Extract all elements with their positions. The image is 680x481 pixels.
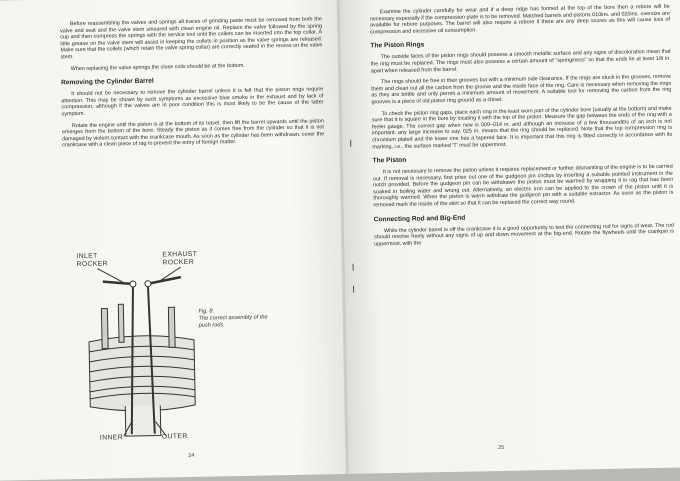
pushrod-assembly-figure xyxy=(62,244,226,447)
heading-the-piston: The Piston xyxy=(372,156,407,165)
right-page xyxy=(339,0,680,474)
margin-mark xyxy=(350,140,351,147)
page-number-right: 25 xyxy=(498,444,505,452)
label-inlet-rocker: INLET ROCKER xyxy=(76,252,109,269)
figure-number: Fig. 8. xyxy=(198,308,215,315)
paragraph-piston-removal: It is not necessary to remove the piston unless it requires replacement or further dismantling of the engine is to be carried out. If removal is necessary, first prise out one of the gudgeon pin circlips by inserting a suitable pointed instrument in the notch provided. Before the gudgeon pin can be withdrawn the piston must be warmed by wrapping it in rag that has been soaked in boiling water and wrung out. Alternatively, an electric iron can be applied to the crown of the piston until it is thoroughly warmed. When the piston is warm withdraw the gudgeon pin with a suitable extractor. As soon as the piston is removed mark the inside of the skirt so that it can be replaced the correct way round. xyxy=(372,163,674,209)
paragraph-valve-reassembly: Before reassembling the valves and springs all traces of grinding paste must be removed from both the valve and seat and the valve stem smeared with clean engine oil. Replace the valve followed by the spring cup and then compress the springs with the service tool until the collets can be inserted into the top collar. A little grease on the valve stem will assist in keeping the collets in position as the valve springs are released. Make sure that the collets (which retain the valve spring collar) are correctly seated in the recess on the valve stem. xyxy=(59,16,323,61)
paragraph-valve-springs: When replacing the valve springs the close coils should be at the bottom. xyxy=(70,62,245,72)
label-inner: INNER xyxy=(99,434,124,442)
pushrod-illustration xyxy=(62,244,226,447)
paragraph-ring-gaps: To check the piston ring gaps, place each ring in the least worn part of the cylinder bore (usually at the bottom) and make sure that it is square in the bore by locating it with the top of the piston. Measure the gap between the ends of the ring with a feeler gauge. The correct gap when new is 009–014 in. and although an increase of a few thousandths of an inch is not important, any large increase to say, 025 in. means that the ring should be replaced. Note that the top compression ring is chromium plated and the lower one has a tapered face. It is important that this ring is fitted correctly in accordance with its marking, i.e., the surface marked 'T' must be uppermost. xyxy=(371,105,673,150)
page-number-left: 24 xyxy=(188,452,195,459)
figure-caption xyxy=(198,307,270,329)
margin-mark xyxy=(353,264,354,271)
paragraph-connecting-rod: While the cylinder barrel is off the crankcase it is a good opportunity to test the connecting rod for signs of wear. The rod should revolve freely without any signs of up and down movement at the big-end. Rotate the flywheels until the crankpin is uppermost, with the xyxy=(374,222,675,248)
paragraph-ring-surface: The outside faces of the piston rings should possess a smooth metallic surface and any signs of discoloration mean that the ring must be replaced. The rings must also possess a certain amount of "springiness" so that the ends lie at least 1/8 in. apart when released from the barrel. xyxy=(370,49,671,74)
paragraph-ring-grooves: The rings should be free in their grooves but with a minimum side clearance. If the rings are stuck in the grooves, remove them and clean out all the carbon from the groove and the inside face of the ring. Care is necessary when removing the rings as they are brittle and only permit a minimum amount of movement. A suitable tool for removing the carbon from the ring grooves is a piece of old piston ring ground as a chisel. xyxy=(371,73,672,106)
paragraph-barrel-removal-steps: Rotate the engine until the piston is at the bottom of its travel, then lift the barrel upwards until the piston emerges from the bottom of the bore. Steady the piston as it comes free from the cylinder so that it is not damaged by violent contact with the crankcase mouth. As soon as the cylinder has been withdrawn, cover the crankcase with a clean piece of rag to prevent the entry of foreign matter. xyxy=(61,117,325,149)
figure-caption-text: The correct assembly of the push rods. xyxy=(198,314,268,329)
margin-mark xyxy=(353,286,354,293)
paragraph-barrel-removal-reason: It should not be necessary to remove the cylinder barrel unless it is felt that the piston rings require attention. This may be shown by such symptoms as excessive blue smoke in the exhaust and by lack of compression, although if the valves are in poor condition this is most likely to be the cause of the latter symptom. xyxy=(61,86,324,118)
paragraph-cylinder-examination: Examine the cylinder carefully for wear and if a deep ridge has formed at the top of the bore then a rebore will be necessary especially if the compression plate is to be removed. Matched barrels and pistons 010ins. and 020ins. oversize are available for rebore purposes. The barrel will also require a rebore if there are any deep scores as this will cause loss of compression and excessive oil consumption. xyxy=(369,3,671,36)
heading-piston-rings: The Piston Rings xyxy=(370,41,425,50)
label-exhaust-rocker: EXHAUST ROCKER xyxy=(162,250,198,267)
heading-removing-cylinder-barrel: Removing the Cylinder Barrel xyxy=(60,77,154,87)
label-outer: OUTER xyxy=(161,433,188,441)
heading-connecting-rod: Connecting Rod and Big-End xyxy=(373,214,466,224)
